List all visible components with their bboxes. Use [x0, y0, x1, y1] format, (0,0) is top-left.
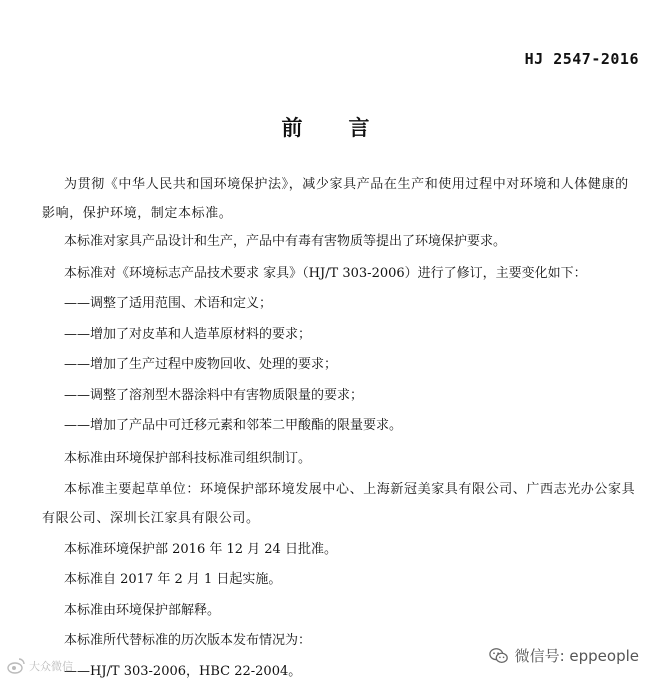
paragraph-interpretation: 本标准由环境保护部解释。 — [64, 603, 221, 618]
watermark-right-text: 微信号: eppeople — [514, 647, 639, 665]
change-item: ——调整了适用范围、术语和定义； — [64, 296, 273, 311]
weibo-icon — [6, 656, 26, 676]
watermark-left-text: 大众微信 — [29, 660, 73, 673]
change-item: ——增加了产品中可迁移元素和邻苯二甲酸酯的限量要求。 — [64, 418, 403, 433]
page-title: 前言 — [281, 116, 416, 140]
paragraph-revision: 本标准对《环境标志产品技术要求 家具》（HJ/T 303-2006）进行了修订，主要变化如下： — [64, 266, 587, 281]
paragraph-history-item: ——HJ/T 303-2006，HBC 22-2004。 — [64, 664, 302, 679]
change-item: ——调整了溶剂型木器涂料中有害物质限量的要求； — [64, 388, 364, 403]
document-code: HJ 2547-2016 — [524, 50, 639, 68]
paragraph-approval: 本标准环境保护部 2016 年 12 月 24 日批准。 — [64, 542, 337, 557]
watermark-right — [489, 645, 639, 666]
paragraph-scope: 本标准对家具产品设计和生产，产品中有毒有害物质等提出了环境保护要求。 — [64, 234, 507, 249]
paragraph-organizer: 本标准由环境保护部科技标准司组织制订。 — [64, 451, 312, 466]
wechat-icon — [489, 646, 509, 666]
watermark-left — [6, 656, 73, 676]
change-item: ——增加了生产过程中废物回收、处理的要求； — [64, 357, 338, 372]
change-item: ——增加了对皮革和人造革原材料的要求； — [64, 327, 312, 342]
paragraph-purpose: 为贯彻《中华人民共和国环境保护法》，减少家具产品在生产和使用过程中对环境和人体健康的影响，保护环境，制定本标准。 — [42, 177, 629, 221]
paragraph-effective: 本标准自 2017 年 2 月 1 日起实施。 — [64, 572, 282, 587]
paragraph-history: 本标准所代替标准的历次版本发布情况为： — [64, 633, 312, 648]
paragraph-drafters: 本标准主要起草单位：环境保护部环境发展中心、上海新冠美家具有限公司、广西志光办公家具有限公司、深圳长江家具有限公司。 — [42, 482, 636, 526]
